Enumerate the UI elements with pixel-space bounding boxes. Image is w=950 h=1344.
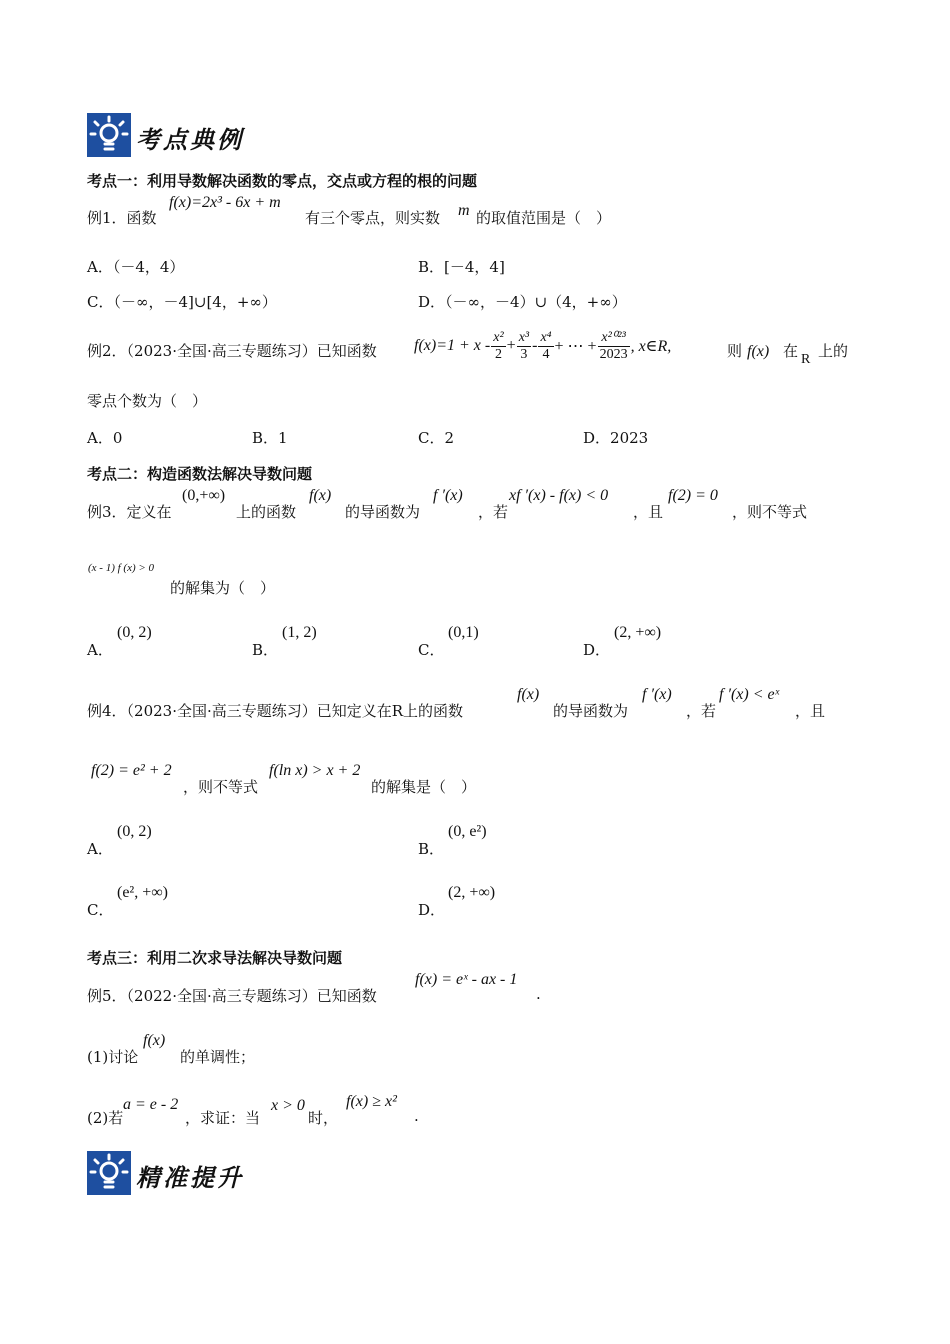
- example-4-option-a: (0, 2): [117, 823, 152, 840]
- example-4-text4: ，且: [795, 702, 826, 720]
- example-3-interval: (0,+∞): [182, 487, 226, 504]
- section-title-examples: 考点典例: [136, 125, 244, 154]
- lightbulb-icon: [87, 1151, 131, 1195]
- example-1-var: m: [458, 202, 470, 219]
- example-4-option-d: (2, +∞): [448, 884, 496, 901]
- example-5-function: f(x) = eˣ - ax - 1: [415, 971, 518, 988]
- example-2-label: 例2．（2023·全国·高三专题练习）已知函数: [87, 342, 377, 360]
- keypoint-3-title: 考点三：利用二次求导法解决导数问题: [87, 949, 343, 967]
- example-4-condition: f ′(x) < eˣ: [719, 686, 780, 703]
- example-3-text2: 的导函数为: [345, 503, 421, 521]
- example-4-text5: ，则不等式: [183, 778, 259, 796]
- example-2-tail: 上的: [818, 342, 849, 360]
- keypoint-2-title: 考点二：构造函数法解决导数问题: [87, 465, 313, 483]
- example-4-condition-2: f(2) = e² + 2: [91, 762, 172, 779]
- example-5-q2-x: x > 0: [271, 1097, 305, 1114]
- example-3-inequality: (x - 1) f (x) > 0: [88, 562, 155, 574]
- example-4-text3: ，若: [686, 702, 717, 720]
- example-4-text6: 的解集是（ ）: [371, 778, 477, 796]
- example-3-text6: 的解集为（ ）: [170, 579, 276, 597]
- example-4-option-c-key: C．: [87, 901, 114, 919]
- example-5-q1-suffix: 的单调性；: [180, 1048, 256, 1066]
- example-3-option-b-key: B．: [252, 641, 279, 659]
- example-1-label: 例1．函数: [87, 209, 157, 227]
- example-2-then: 则: [727, 342, 743, 360]
- example-3-text5: ，则不等式: [732, 503, 808, 521]
- example-1-tail: 的取值范围是（ ）: [476, 209, 612, 227]
- example-5-q2-text: ，求证：当: [185, 1109, 261, 1127]
- example-5-q1-function: f(x): [143, 1032, 166, 1049]
- example-1-function: f(x)=2x³ - 6x + m: [169, 194, 281, 211]
- example-3-option-d-key: D．: [583, 641, 611, 659]
- example-4-option-a-key: A．: [87, 840, 113, 858]
- example-3-option-c: (0,1): [448, 624, 479, 641]
- example-4-label: 例4．（2023·全国·高三专题练习）已知定义在R上的函数: [87, 702, 464, 720]
- example-3-text1: 上的函数: [236, 503, 297, 521]
- example-4-option-b-key: B．: [418, 840, 445, 858]
- example-3-function: f(x): [309, 487, 332, 504]
- example-5-q2-when: 时，: [308, 1109, 339, 1127]
- section-title-practice: 精准提升: [136, 1163, 244, 1192]
- example-1-option-d: D．（－∞，－4）∪（4，+∞）: [418, 293, 627, 311]
- example-3-option-d: (2, +∞): [614, 624, 662, 641]
- example-5-q2-inequality: f(x) ≥ x²: [346, 1093, 397, 1110]
- example-2-option-b: B．1: [252, 429, 288, 447]
- example-2-function-ref: f(x): [747, 343, 770, 360]
- example-4-text2: 的导函数为: [553, 702, 629, 720]
- example-3-derivative: f ′(x): [433, 487, 463, 504]
- example-5-q2-prefix: (2)若: [87, 1109, 124, 1127]
- example-3-text4: ，且: [633, 503, 664, 521]
- example-4-option-b: (0, e²): [448, 823, 487, 840]
- lightbulb-icon: [87, 113, 131, 157]
- example-4-inequality: f(ln x) > x + 2: [269, 762, 361, 779]
- example-3-condition: xf ′(x) - f(x) < 0: [509, 487, 609, 504]
- example-2-line2: 零点个数为（ ）: [87, 392, 208, 410]
- example-5-q1-prefix: (1)讨论: [87, 1048, 139, 1066]
- example-4-derivative: f ′(x): [642, 686, 672, 703]
- example-3-option-b: (1, 2): [282, 624, 317, 641]
- example-2-option-a: A．0: [87, 429, 123, 447]
- example-4-function: f(x): [517, 686, 540, 703]
- example-5-label: 例5．（2022·全国·高三专题练习）已知函数: [87, 987, 377, 1005]
- example-4-option-c: (e², +∞): [117, 884, 168, 901]
- example-2-option-c: C．2: [418, 429, 455, 447]
- example-5-q2-end: .: [414, 1107, 419, 1125]
- example-2-function: f(x)=1 + x - $\frac{\text{x²}}{2}$ + $\frac{\text{x³}}{3}$ - $\frac{\text{x⁴}}{4}$ + ⋯ + $\frac{\text{x²⁰²³}}{2023}$ , x∈R,: [414, 329, 672, 362]
- example-1-mid: 有三个零点，则实数: [305, 209, 441, 227]
- example-3-option-a-key: A．: [87, 641, 113, 659]
- example-3-label: 例3．定义在: [87, 503, 172, 521]
- example-3-text3: ，若: [478, 503, 509, 521]
- keypoint-1-title: 考点一：利用导数解决函数的零点，交点或方程的根的问题: [87, 172, 478, 190]
- example-2-at: 在: [783, 342, 799, 360]
- example-1-option-b: B．[－4，4]: [418, 258, 505, 276]
- example-4-option-d-key: D．: [418, 901, 446, 919]
- example-3-option-c-key: C．: [418, 641, 445, 659]
- example-2-option-d: D．2023: [583, 429, 649, 447]
- example-2-domain-R: R: [801, 352, 811, 367]
- example-3-option-a: (0, 2): [117, 624, 152, 641]
- example-5-q2-condition: a = e - 2: [123, 1096, 179, 1113]
- example-5-end: .: [536, 985, 541, 1003]
- example-1-option-a: A．（－4，4）: [87, 258, 185, 276]
- example-3-condition-2: f(2) = 0: [668, 487, 718, 504]
- example-1-option-c: C．（－∞，－4]∪[4，+∞）: [87, 293, 277, 311]
